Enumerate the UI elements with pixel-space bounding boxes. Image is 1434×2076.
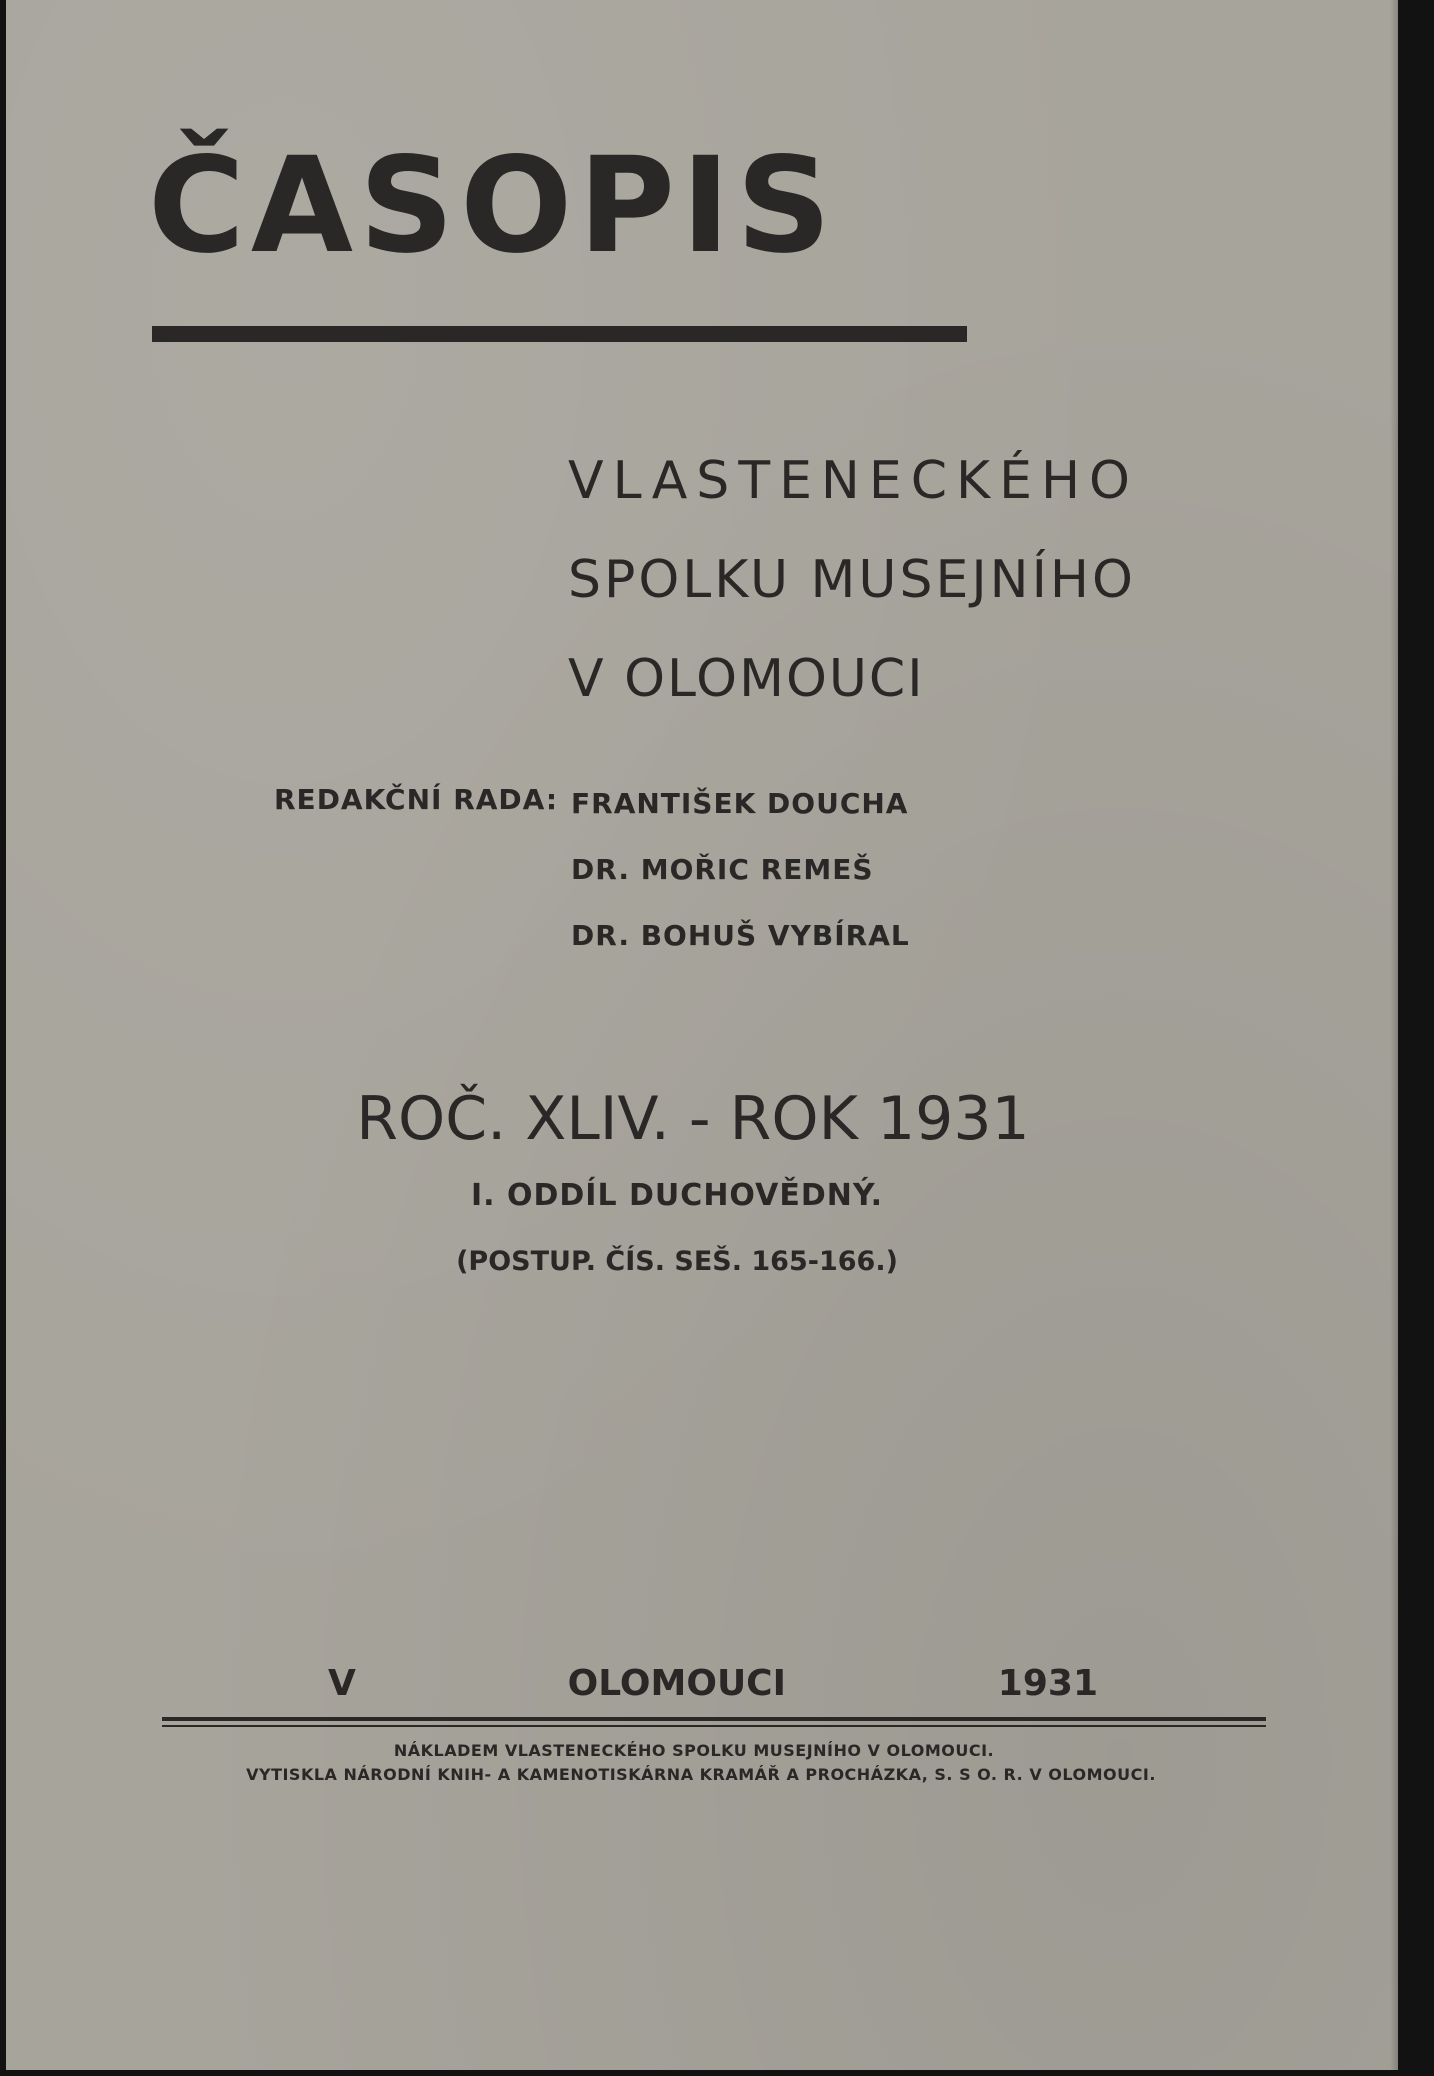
cover-edge-shadow xyxy=(1390,0,1398,2070)
board-member: FRANTIŠEK DOUCHA xyxy=(571,787,909,820)
issue-number: (POSTUP. ČÍS. SEŠ. 165-166.) xyxy=(456,1246,898,1277)
society-name-line: VLASTENECKÉHO xyxy=(568,451,1139,511)
publisher-note: NÁKLADEM VLASTENECKÉHO SPOLKU MUSEJNÍHO V OLOMOUCI. xyxy=(393,1741,995,1760)
society-name-line: V OLOMOUCI xyxy=(568,649,925,709)
board-member: DR. BOHUŠ VYBÍRAL xyxy=(571,919,910,952)
imprint-rule xyxy=(162,1725,1266,1727)
society-name xyxy=(568,432,1139,729)
section-title: I. ODDÍL DUCHOVĚDNÝ. xyxy=(471,1178,883,1213)
journal-cover xyxy=(6,0,1398,2070)
imprint-rule xyxy=(162,1717,1266,1721)
title-underline xyxy=(152,326,967,342)
editorial-board-label: REDAKČNÍ RADA: xyxy=(274,783,559,816)
society-name-line: SPOLKU MUSEJNÍHO xyxy=(568,550,1136,610)
place-and-year: V OLOMOUCI 1931 xyxy=(328,1663,1098,1704)
editorial-board-members xyxy=(571,783,910,981)
board-member: DR. MOŘIC REMEŠ xyxy=(571,853,874,886)
journal-title: ČASOPIS xyxy=(148,129,838,283)
printer-note: VYTISKLA NÁRODNÍ KNIH- A KAMENOTISKÁRNA KRAMÁŘ A PROCHÁZKA, S. S O. R. V OLOMOUCI. xyxy=(246,1765,1156,1784)
volume-year: ROČ. XLIV. - ROK 1931 xyxy=(356,1084,1030,1154)
